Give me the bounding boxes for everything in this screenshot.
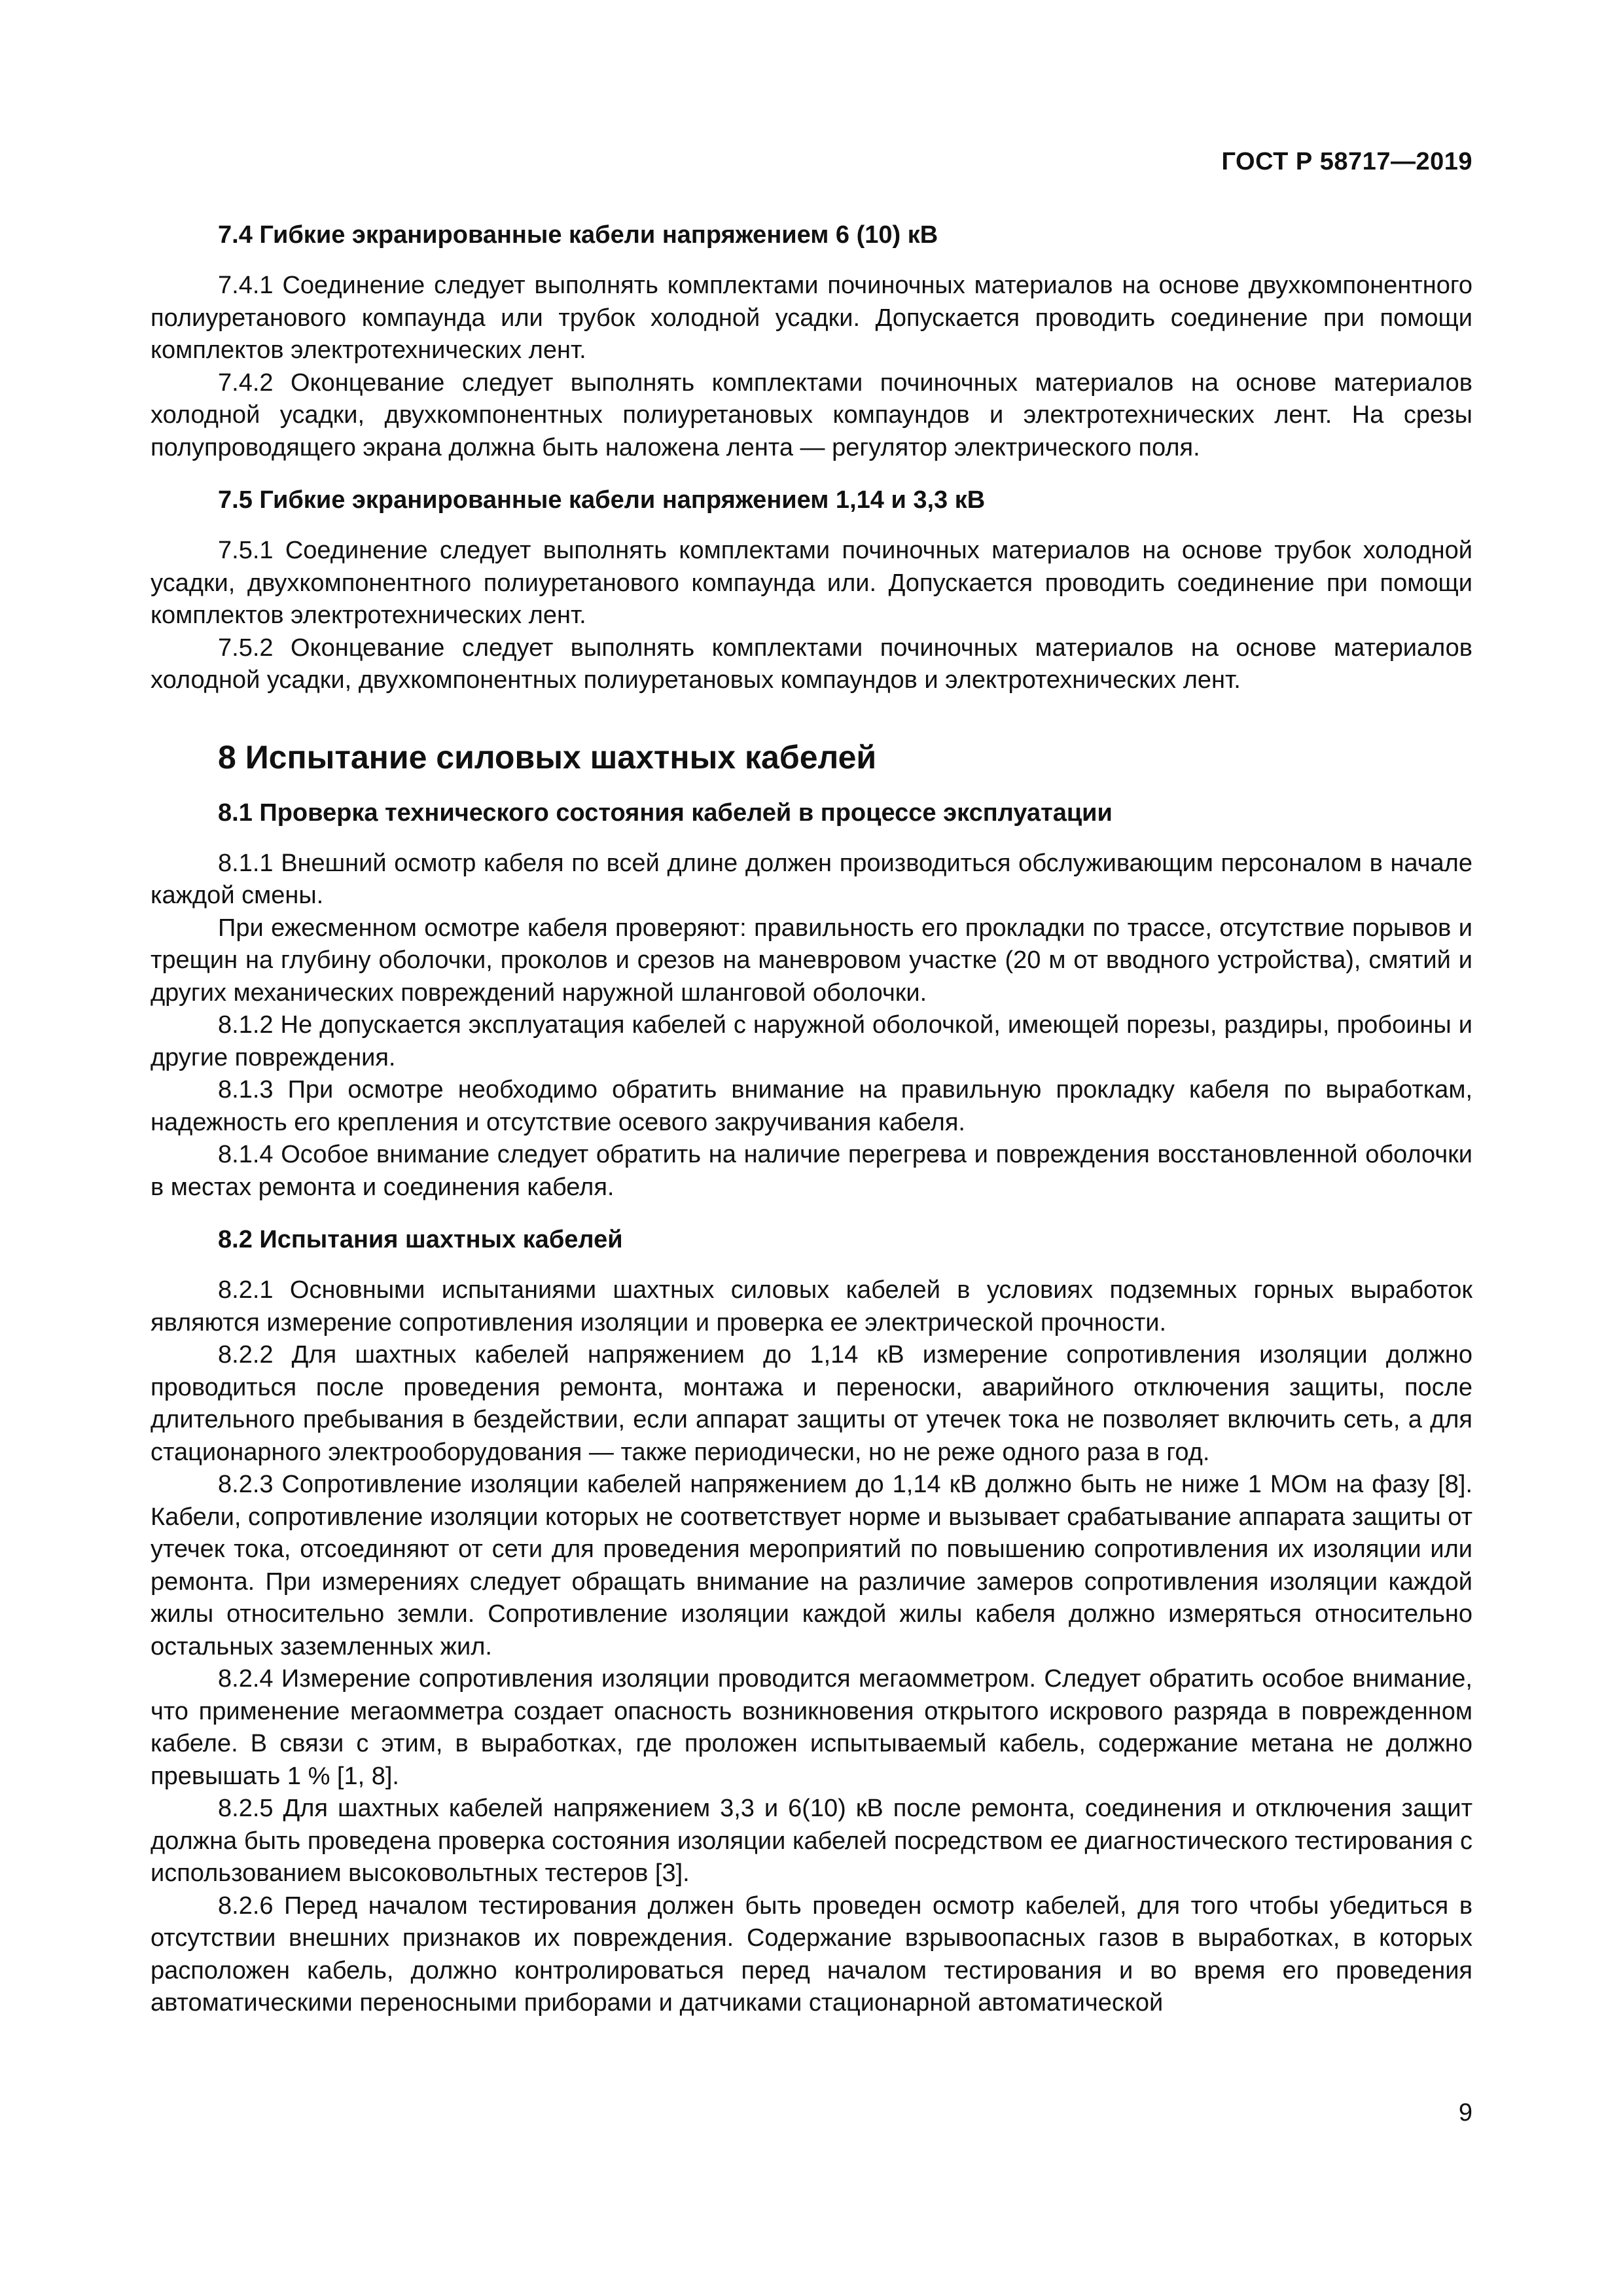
section-8-1 <box>151 797 1472 1204</box>
page-number: 9 <box>1458 2099 1472 2126</box>
paragraph: 8.1.4 Особое внимание следует обратить на наличие перегрева и повреждения восстановленной оболочки в местах ремонта и соединения кабеля. <box>151 1141 1472 1201</box>
section-heading: 7.4 Гибкие экранированные кабели напряжением 6 (10) кВ <box>218 221 938 249</box>
section-heading: 8.1 Проверка технического состояния кабелей в процессе эксплуатации <box>218 798 1113 827</box>
paragraph: 8.2.5 Для шахтных кабелей напряжением 3,3 и 6(10) кВ после ремонта, соединения и отключения защит должна быть проведена проверка состояния изоляции кабелей посредством ее диагностического тестирования с использованием высоковольтных тестеров [3]. <box>151 1795 1472 1887</box>
section-7-5 <box>151 484 1472 697</box>
section-8-2 <box>151 1223 1472 2020</box>
paragraph: 8.2.4 Измерение сопротивления изоляции проводится мегаомметром. Следует обратить особое внимание, что применение мегаомметра создает опасность возникновения открытого искрового разряда в поврежденном кабеле. В связи с этим, в выработках, где проложен испытываемый кабель, содержание метана не должно превышать 1 % [1, 8]. <box>151 1665 1472 1790</box>
page-content <box>151 219 1472 2039</box>
paragraph: 8.1.3 При осмотре необходимо обратить внимание на правильную прокладку кабеля по выработкам, надежность его крепления и отсутствие осевого закручивания кабеля. <box>151 1076 1472 1136</box>
paragraph: 7.4.1 Соединение следует выполнять комплектами починочных материалов на основе двухкомпонентного полиуретанового компаунда или трубок холодной усадки. Допускается проводить соединение при помощи комплектов электротехнических лент. <box>151 272 1472 364</box>
section-heading: 7.5 Гибкие экранированные кабели напряжением 1,14 и 3,3 кВ <box>218 486 986 514</box>
chapter-heading: 8 Испытание силовых шахтных кабелей <box>218 738 877 776</box>
paragraph: 7.5.1 Соединение следует выполнять комплектами починочных материалов на основе трубок холодной усадки, двухкомпонентного полиуретанового компаунда или. Допускается проводить соединение при помощи комплектов электротехнических лент. <box>151 537 1472 629</box>
paragraph: 8.1.2 Не допускается эксплуатация кабелей с наружной оболочкой, имеющей порезы, раздиры, пробоины и другие повреждения. <box>151 1011 1472 1071</box>
paragraph: 8.2.2 Для шахтных кабелей напряжением до 1,14 кВ измерение сопротивления изоляции должно проводиться после проведения ремонта, монтажа и переноски, аварийного отключения защиты, после длительного пребывания в бездействии, если аппарат защиты от утечек тока не позволяет включить сеть, а для стационарного электрооборудования — также периодически, но не реже одного раза в год. <box>151 1341 1472 1466</box>
paragraph: 8.2.3 Сопротивление изоляции кабелей напряжением до 1,14 кВ должно быть не ниже 1 МОм на фазу [8]. Кабели, сопротивление изоляции которых не соответствует норме и вызывает срабатывание аппарата защиты от утечек тока, отсоединяют от сети для проведения мероприятий по повышению сопротивления их изоляции или ремонта. При измерениях следует обращать внимание на различие замеров сопротивления изоляции каждой жилы относительно земли. Сопротивление изоляции каждой жилы кабеля должно измеряться относительно остальных заземленных жил. <box>151 1471 1472 1660</box>
paragraph: 7.5.2 Оконцевание следует выполнять комплектами починочных материалов на основе материалов холодной усадки, двухкомпонентных полиуретановых компаундов и электротехнических лент. <box>151 634 1472 694</box>
section-7-4 <box>151 219 1472 464</box>
document-code: ГОСТ Р 58717—2019 <box>1221 148 1472 175</box>
paragraph: При ежесменном осмотре кабеля проверяют: правильность его прокладки по трассе, отсутствие порывов и трещин на глубину оболочки, проколов и срезов на маневровом участке (20 м от вводного устройства), смятий и других механических повреждений наружной шланговой оболочки. <box>151 914 1472 1007</box>
section-heading: 8.2 Испытания шахтных кабелей <box>218 1226 623 1253</box>
paragraph: 8.2.6 Перед началом тестирования должен быть проведен осмотр кабелей, для того чтобы убедиться в отсутствии внешних признаков их повреждения. Содержание взрывоопасных газов в выработках, в которых расположен кабель, должно контролироваться перед началом тестирования и во время его проведения автоматическими переносными приборами и датчиками стационарной автоматической <box>151 1892 1472 2017</box>
paragraph: 7.4.2 Оконцевание следует выполнять комплектами починочных материалов на основе материалов холодной усадки, двухкомпонентных полиуретановых компаундов и электротехнических лент. На срезы полупроводящего экрана должна быть наложена лента — регулятор электрического поля. <box>151 368 1472 461</box>
paragraph: 8.2.1 Основными испытаниями шахтных силовых кабелей в условиях подземных горных выработок являются измерение сопротивления изоляции и проверка ее электрической прочности. <box>151 1276 1472 1336</box>
paragraph: 8.1.1 Внешний осмотр кабеля по всей длине должен производиться обслуживающим персоналом в начале каждой смены. <box>151 849 1472 909</box>
